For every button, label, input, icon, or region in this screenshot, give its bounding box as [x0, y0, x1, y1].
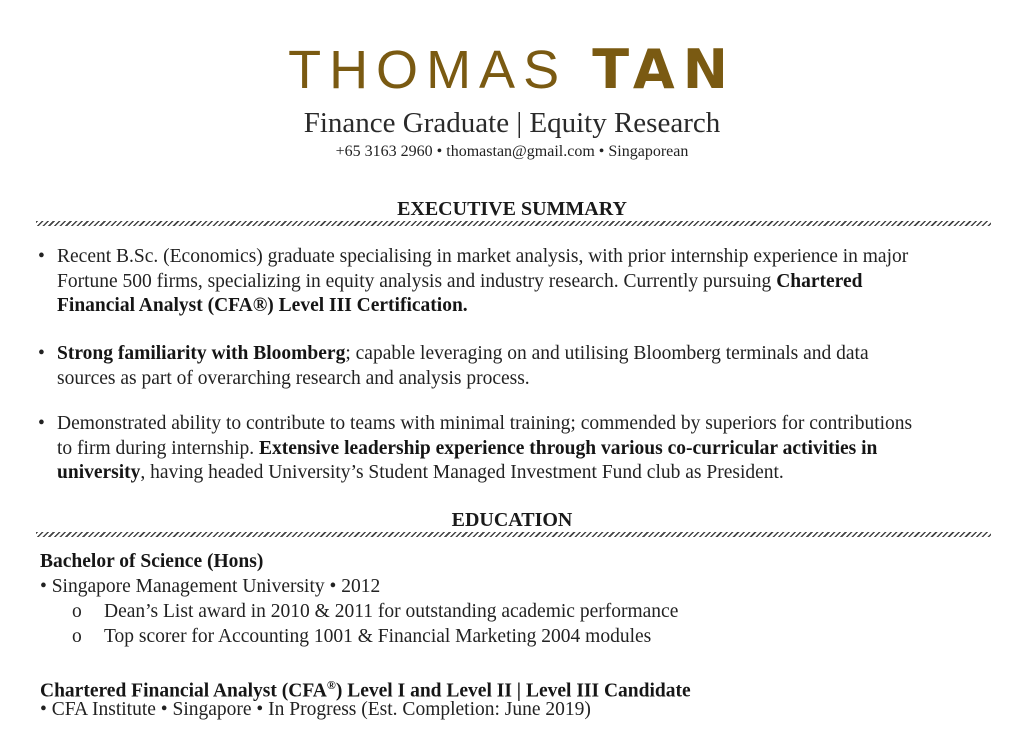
bullet-line — [57, 342, 1002, 367]
bullet-emphasis: Chartered — [776, 270, 863, 292]
bullet-text: Fortune 500 firms, specializing in equity analysis and industry research. Currently pursuing — [57, 270, 777, 292]
degree-title-text: ) Level I and Level II | Level III Candidate — [335, 680, 691, 702]
bullet-line — [57, 270, 1002, 295]
registered-mark: ® — [326, 678, 336, 692]
bullet-glyph: • — [38, 246, 45, 267]
sub-bullet-item — [72, 625, 651, 649]
bullet-line — [57, 461, 1002, 486]
bullet-line — [57, 437, 1002, 462]
section-divider — [36, 221, 991, 226]
last-name: TAN — [592, 38, 736, 101]
degree-title: Bachelor of Science (Hons) — [40, 551, 264, 572]
contact-line: +65 3163 2960 • thomastan@gmail.com • Singaporean — [335, 143, 689, 160]
sub-bullet-item — [72, 600, 678, 624]
sub-bullet-glyph: o — [72, 601, 82, 622]
candidate-name — [0, 40, 1024, 100]
bullet-emphasis: Extensive leadership experience through various co-curricular activities in — [259, 437, 878, 459]
bullet-glyph: • — [38, 413, 45, 434]
bullet-text: ; capable leveraging on and utilising Bloomberg terminals and data — [345, 343, 869, 364]
bullet-line: Recent B.Sc. (Economics) graduate specialising in market analysis, with prior internship experience in major — [57, 246, 909, 267]
degree-detail: • CFA Institute • Singapore • In Progress (Est. Completion: June 2019) — [40, 699, 591, 720]
summary-bullet-1 — [38, 245, 998, 320]
headline: Finance Graduate | Equity Research — [303, 107, 721, 139]
sub-bullet-text: Dean’s List award in 2010 & 2011 for outstanding academic performance — [104, 601, 679, 622]
summary-bullet-3 — [38, 412, 998, 487]
section-divider — [36, 532, 991, 537]
bullet-line: Demonstrated ability to contribute to teams with minimal training; commended by superiors for contributions — [57, 413, 913, 434]
sub-bullet-glyph: o — [72, 626, 82, 647]
bullet-emphasis: Financial Analyst (CFA®) Level III Certification. — [57, 295, 468, 316]
sub-bullet-text: Top scorer for Accounting 1001 & Financial Marketing 2004 modules — [104, 626, 652, 647]
first-name: THOMAS — [288, 40, 568, 100]
bullet-text: , having headed University’s Student Managed Investment Fund club as President. — [140, 462, 784, 483]
degree-title-text: Chartered Financial Analyst (CFA — [40, 680, 327, 702]
bullet-line: sources as part of overarching research and analysis process. — [57, 367, 530, 389]
section-heading-summary: EXECUTIVE SUMMARY — [397, 198, 627, 220]
summary-bullet-2 — [38, 342, 998, 392]
bullet-emphasis: Strong familiarity with Bloomberg — [57, 343, 346, 364]
bullet-line — [57, 294, 1002, 319]
bullet-emphasis: university — [57, 462, 141, 483]
section-heading-education: EDUCATION — [451, 509, 573, 531]
degree-detail: • Singapore Management University • 2012 — [40, 576, 381, 597]
bullet-glyph: • — [38, 343, 45, 364]
bullet-text: to firm during internship. — [57, 437, 260, 459]
